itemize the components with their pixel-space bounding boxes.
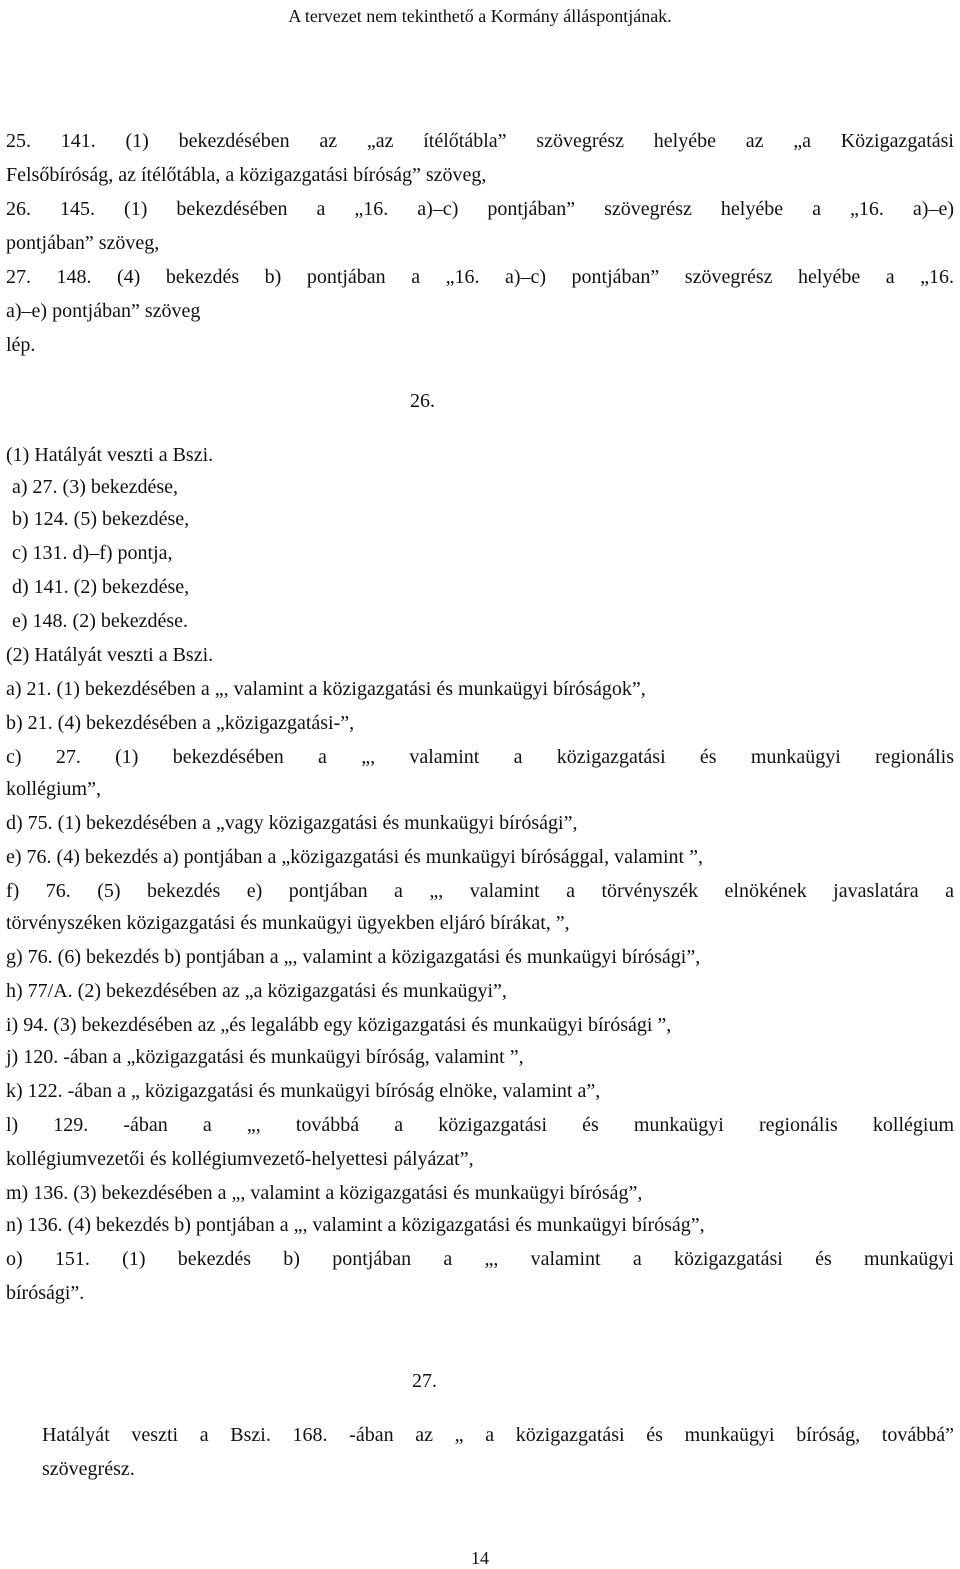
list-item-l-line-2: kollégiumvezetői és kollégiumvezető-helyettesi pályázat”, <box>6 1148 474 1170</box>
list-item-n: n) 136. (4) bekezdés b) pontjában a „, valamint a közigazgatási és munkaügyi bíróság”, <box>6 1214 705 1236</box>
section-26-title: 26. <box>410 390 435 412</box>
list-item-o-line-2: bírósági”. <box>6 1282 85 1304</box>
list-item-k: k) 122. -ában a „ közigazgatási és munkaügyi bíróság elnöke, valamint a”, <box>6 1080 601 1102</box>
item-25-line-2: Felsőbíróság, az ítélőtábla, a közigazgatási bíróság” szöveg, <box>6 164 487 186</box>
item-26-line-1: 26. 145. (1) bekezdésében a „16. a)–c) pontjában” szövegrész helyébe a „16. a)–e) <box>6 198 954 220</box>
page-number: 14 <box>471 1548 489 1568</box>
repeal-item-c: c) 131. d)–f) pontja, <box>12 542 173 564</box>
list-item-d: d) 75. (1) bekezdésében a „vagy közigazgatási és munkaügyi bírósági”, <box>6 812 578 834</box>
section-26-paragraph-2: (2) Hatályát veszti a Bszi. <box>6 644 214 666</box>
list-item-f-line-1: f) 76. (5) bekezdés e) pontjában a „, valamint a törvényszék elnökének javaslatára a <box>6 880 954 902</box>
item-25-line-1: 25. 141. (1) bekezdésében az „az ítélőtábla” szövegrész helyébe az „a Közigazgatási <box>6 130 954 152</box>
draft-disclaimer-header: A tervezet nem tekinthető a Kormány álláspontjának. <box>288 6 672 26</box>
section-26-paragraph-1: (1) Hatályát veszti a Bszi. <box>6 444 214 466</box>
list-item-b: b) 21. (4) bekezdésében a „közigazgatási-”, <box>6 712 355 734</box>
list-item-a: a) 21. (1) bekezdésében a „, valamint a közigazgatási és munkaügyi bíróságok”, <box>6 678 646 700</box>
list-item-m: m) 136. (3) bekezdésében a „, valamint a közigazgatási és munkaügyi bíróság”, <box>6 1182 643 1204</box>
list-item-h: h) 77/A. (2) bekezdésében az „a közigazgatási és munkaügyi”, <box>6 980 507 1002</box>
repeal-item-d: d) 141. (2) bekezdése, <box>12 576 190 598</box>
section-27-title: 27. <box>412 1370 437 1392</box>
closing-word: lép. <box>6 334 36 356</box>
repeal-item-e: e) 148. (2) bekezdése. <box>12 610 189 632</box>
list-item-g: g) 76. (6) bekezdés b) pontjában a „, valamint a közigazgatási és munkaügyi bírósági”, <box>6 946 701 968</box>
section-27-line-2: szövegrész. <box>42 1458 135 1480</box>
repeal-item-b: b) 124. (5) bekezdése, <box>12 508 190 530</box>
section-27-line-1: Hatályát veszti a Bszi. 168. -ában az „ a közigazgatási és munkaügyi bíróság, továbbá” <box>42 1424 954 1446</box>
list-item-j: j) 120. -ában a „közigazgatási és munkaügyi bíróság, valamint ”, <box>6 1046 524 1068</box>
repeal-item-a: a) 27. (3) bekezdése, <box>12 476 179 498</box>
list-item-o-line-1: o) 151. (1) bekezdés b) pontjában a „, valamint a közigazgatási és munkaügyi <box>6 1248 954 1270</box>
list-item-f-line-2: törvényszéken közigazgatási és munkaügyi ügyekben eljáró bírákat, ”, <box>6 912 570 934</box>
item-27-line-1: 27. 148. (4) bekezdés b) pontjában a „16. a)–c) pontjában” szövegrész helyébe a „16. <box>6 266 954 288</box>
item-27-line-2: a)–e) pontjában” szöveg <box>6 300 201 322</box>
list-item-c-line-1: c) 27. (1) bekezdésében a „, valamint a közigazgatási és munkaügyi regionális <box>6 746 954 768</box>
list-item-e: e) 76. (4) bekezdés a) pontjában a „közigazgatási és munkaügyi bírósággal, valamint ”, <box>6 846 703 868</box>
list-item-l-line-1: l) 129. -ában a „, továbbá a közigazgatási és munkaügyi regionális kollégium <box>6 1114 954 1136</box>
list-item-i: i) 94. (3) bekezdésében az „és legalább egy közigazgatási és munkaügyi bírósági ”, <box>6 1014 672 1036</box>
item-26-line-2: pontjában” szöveg, <box>6 232 160 254</box>
list-item-c-line-2: kollégium”, <box>6 778 101 800</box>
